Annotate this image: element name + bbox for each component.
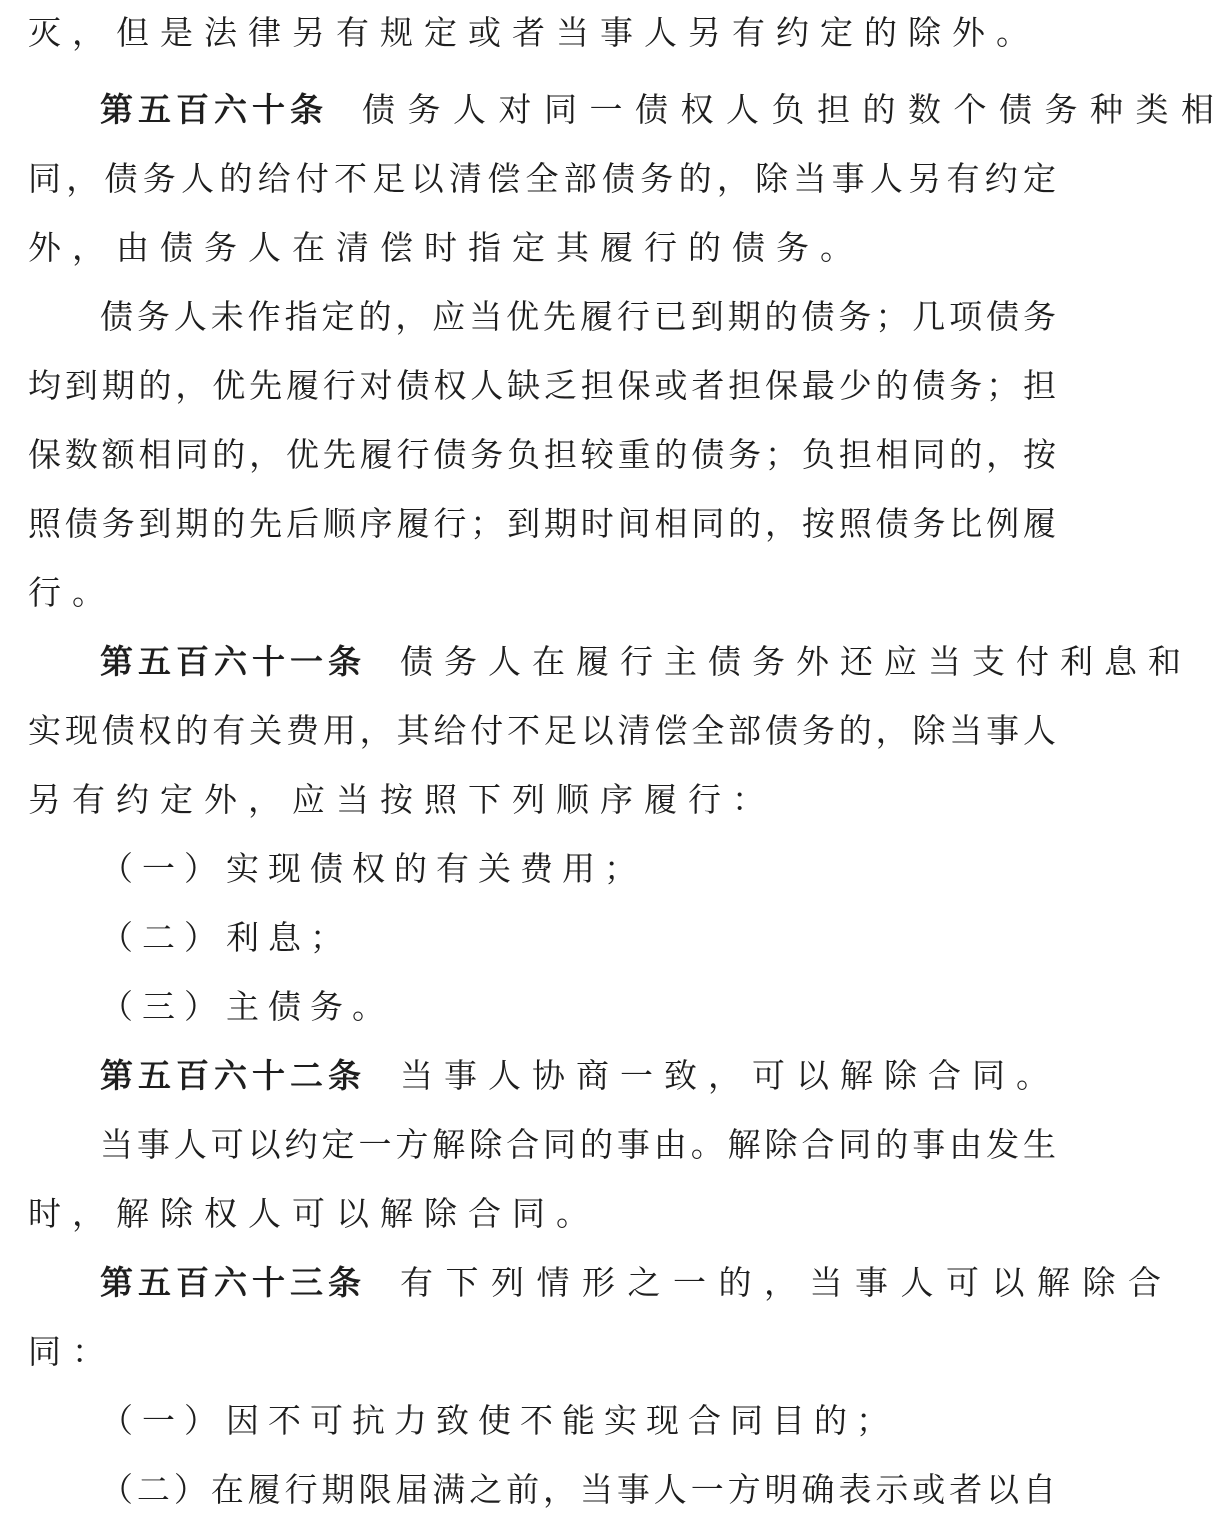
text-line: 照债务到期的先后顺序履行；到期时间相同的，按照债务比例履	[28, 504, 1056, 543]
article-heading: 第五百六十三条	[100, 1263, 366, 1302]
text-line: 债务人未作指定的，应当优先履行已到期的债务；几项债务	[100, 297, 1056, 336]
list-item: （三）主债务。	[100, 987, 394, 1026]
text-line: 债务人对同一债权人负担的数个债务种类相	[362, 90, 1227, 129]
article-563-line	[100, 1263, 1174, 1303]
text-line: 时，解除权人可以解除合同。	[28, 1194, 600, 1233]
text-line: 另有约定外，应当按照下列顺序履行：	[28, 780, 776, 819]
list-item: （一）因不可抗力致使不能实现合同目的；	[100, 1401, 898, 1440]
list-item: （二）利息；	[100, 918, 352, 957]
text-line: 债务人在履行主债务外还应当支付利息和	[400, 642, 1192, 681]
list-item: （二）在履行期限届满之前，当事人一方明确表示或者以自	[100, 1470, 1056, 1509]
text-line: 当事人可以约定一方解除合同的事由。解除合同的事由发生	[100, 1125, 1056, 1164]
article-560-line	[100, 90, 1227, 130]
list-item: （一）实现债权的有关费用；	[100, 849, 646, 888]
text-line: 行。	[28, 573, 116, 612]
text-line: 均到期的，优先履行对债权人缺乏担保或者担保最少的债务；担	[28, 366, 1056, 405]
text-line: 外，由债务人在清偿时指定其履行的债务。	[28, 228, 864, 267]
article-heading: 第五百六十条	[100, 90, 328, 129]
article-562-line	[100, 1056, 1060, 1096]
text-line: 灭，但是法律另有规定或者当事人另有约定的除外。	[28, 13, 1040, 52]
text-line: 同，债务人的给付不足以清偿全部债务的，除当事人另有约定	[28, 159, 1056, 198]
text-line: 当事人协商一致，可以解除合同。	[400, 1056, 1060, 1095]
article-heading: 第五百六十一条	[100, 642, 366, 681]
text-line: 实现债权的有关费用，其给付不足以清偿全部债务的，除当事人	[28, 711, 1056, 750]
text-line: 同：	[28, 1332, 116, 1371]
text-line: 保数额相同的，优先履行债务负担较重的债务；负担相同的，按	[28, 435, 1056, 474]
article-heading: 第五百六十二条	[100, 1056, 366, 1095]
article-561-line	[100, 642, 1192, 682]
text-line: 有下列情形之一的，当事人可以解除合	[400, 1263, 1174, 1302]
